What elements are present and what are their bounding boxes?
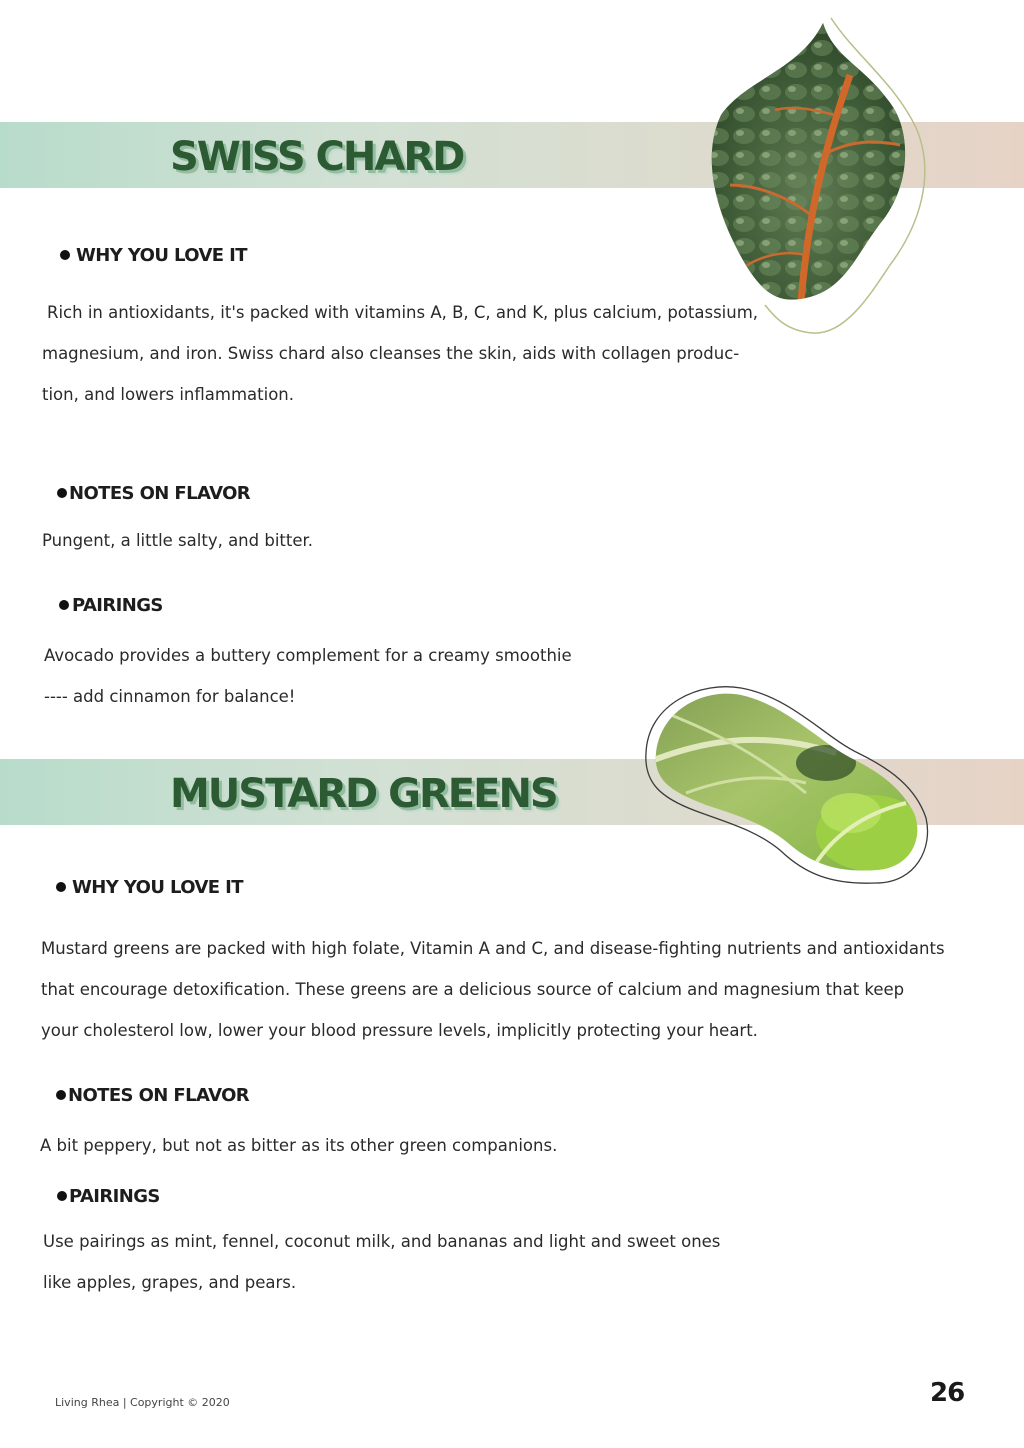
swiss-flavor-text: Pungent, a little salty, and bitter. bbox=[42, 531, 314, 550]
mustard-flavor-heading: NOTES ON FLAVOR bbox=[56, 1085, 249, 1106]
mustard-why-text: Mustard greens are packed with high folate, Vitamin A and C, and disease-fighting nutrients and antioxidants that encourage detoxification. These greens are a delicious source of calcium and magnesium that keep your cholesterol low, lower your blood pressure levels, implicitly protecting your heart. bbox=[41, 939, 945, 1040]
mustard-pairings-heading: PAIRINGS bbox=[57, 1186, 160, 1207]
swiss-why-text: Rich in antioxidants, it's packed with vitamins A, B, C, and K, plus calcium, potassium, magnesium, and iron. Swiss chard also cleanses the skin, aids with collagen produc- tion, and lowers inflammation. bbox=[42, 303, 759, 404]
mustard-flavor-text: A bit peppery, but not as bitter as its other green companions. bbox=[40, 1136, 558, 1155]
swiss-flavor-heading: NOTES ON FLAVOR bbox=[57, 483, 250, 504]
bullet-icon bbox=[57, 1191, 67, 1201]
bullet-icon bbox=[56, 882, 66, 892]
swiss-why-heading: WHY YOU LOVE IT bbox=[60, 245, 247, 266]
swiss-chard-title: SWISS CHARD bbox=[170, 134, 464, 180]
mustard-greens-title: MUSTARD GREENS bbox=[170, 771, 557, 817]
page-number: 26 bbox=[930, 1378, 965, 1408]
swiss-pairings-heading: PAIRINGS bbox=[59, 595, 163, 616]
bullet-icon bbox=[56, 1090, 66, 1100]
swiss-pairings-text: Avocado provides a buttery complement for a creamy smoothie ---- add cinnamon for balance! bbox=[44, 646, 572, 706]
mustard-why-heading: WHY YOU LOVE IT bbox=[56, 877, 243, 898]
mustard-pairings-text: Use pairings as mint, fennel, coconut milk, and bananas and light and sweet ones like apples, grapes, and pears. bbox=[43, 1232, 721, 1292]
footer-copyright: Living Rhea | Copyright © 2020 bbox=[55, 1396, 230, 1409]
mustard-greens-photo bbox=[636, 683, 934, 888]
bullet-icon bbox=[60, 250, 70, 260]
bullet-icon bbox=[59, 600, 69, 610]
bullet-icon bbox=[57, 488, 67, 498]
